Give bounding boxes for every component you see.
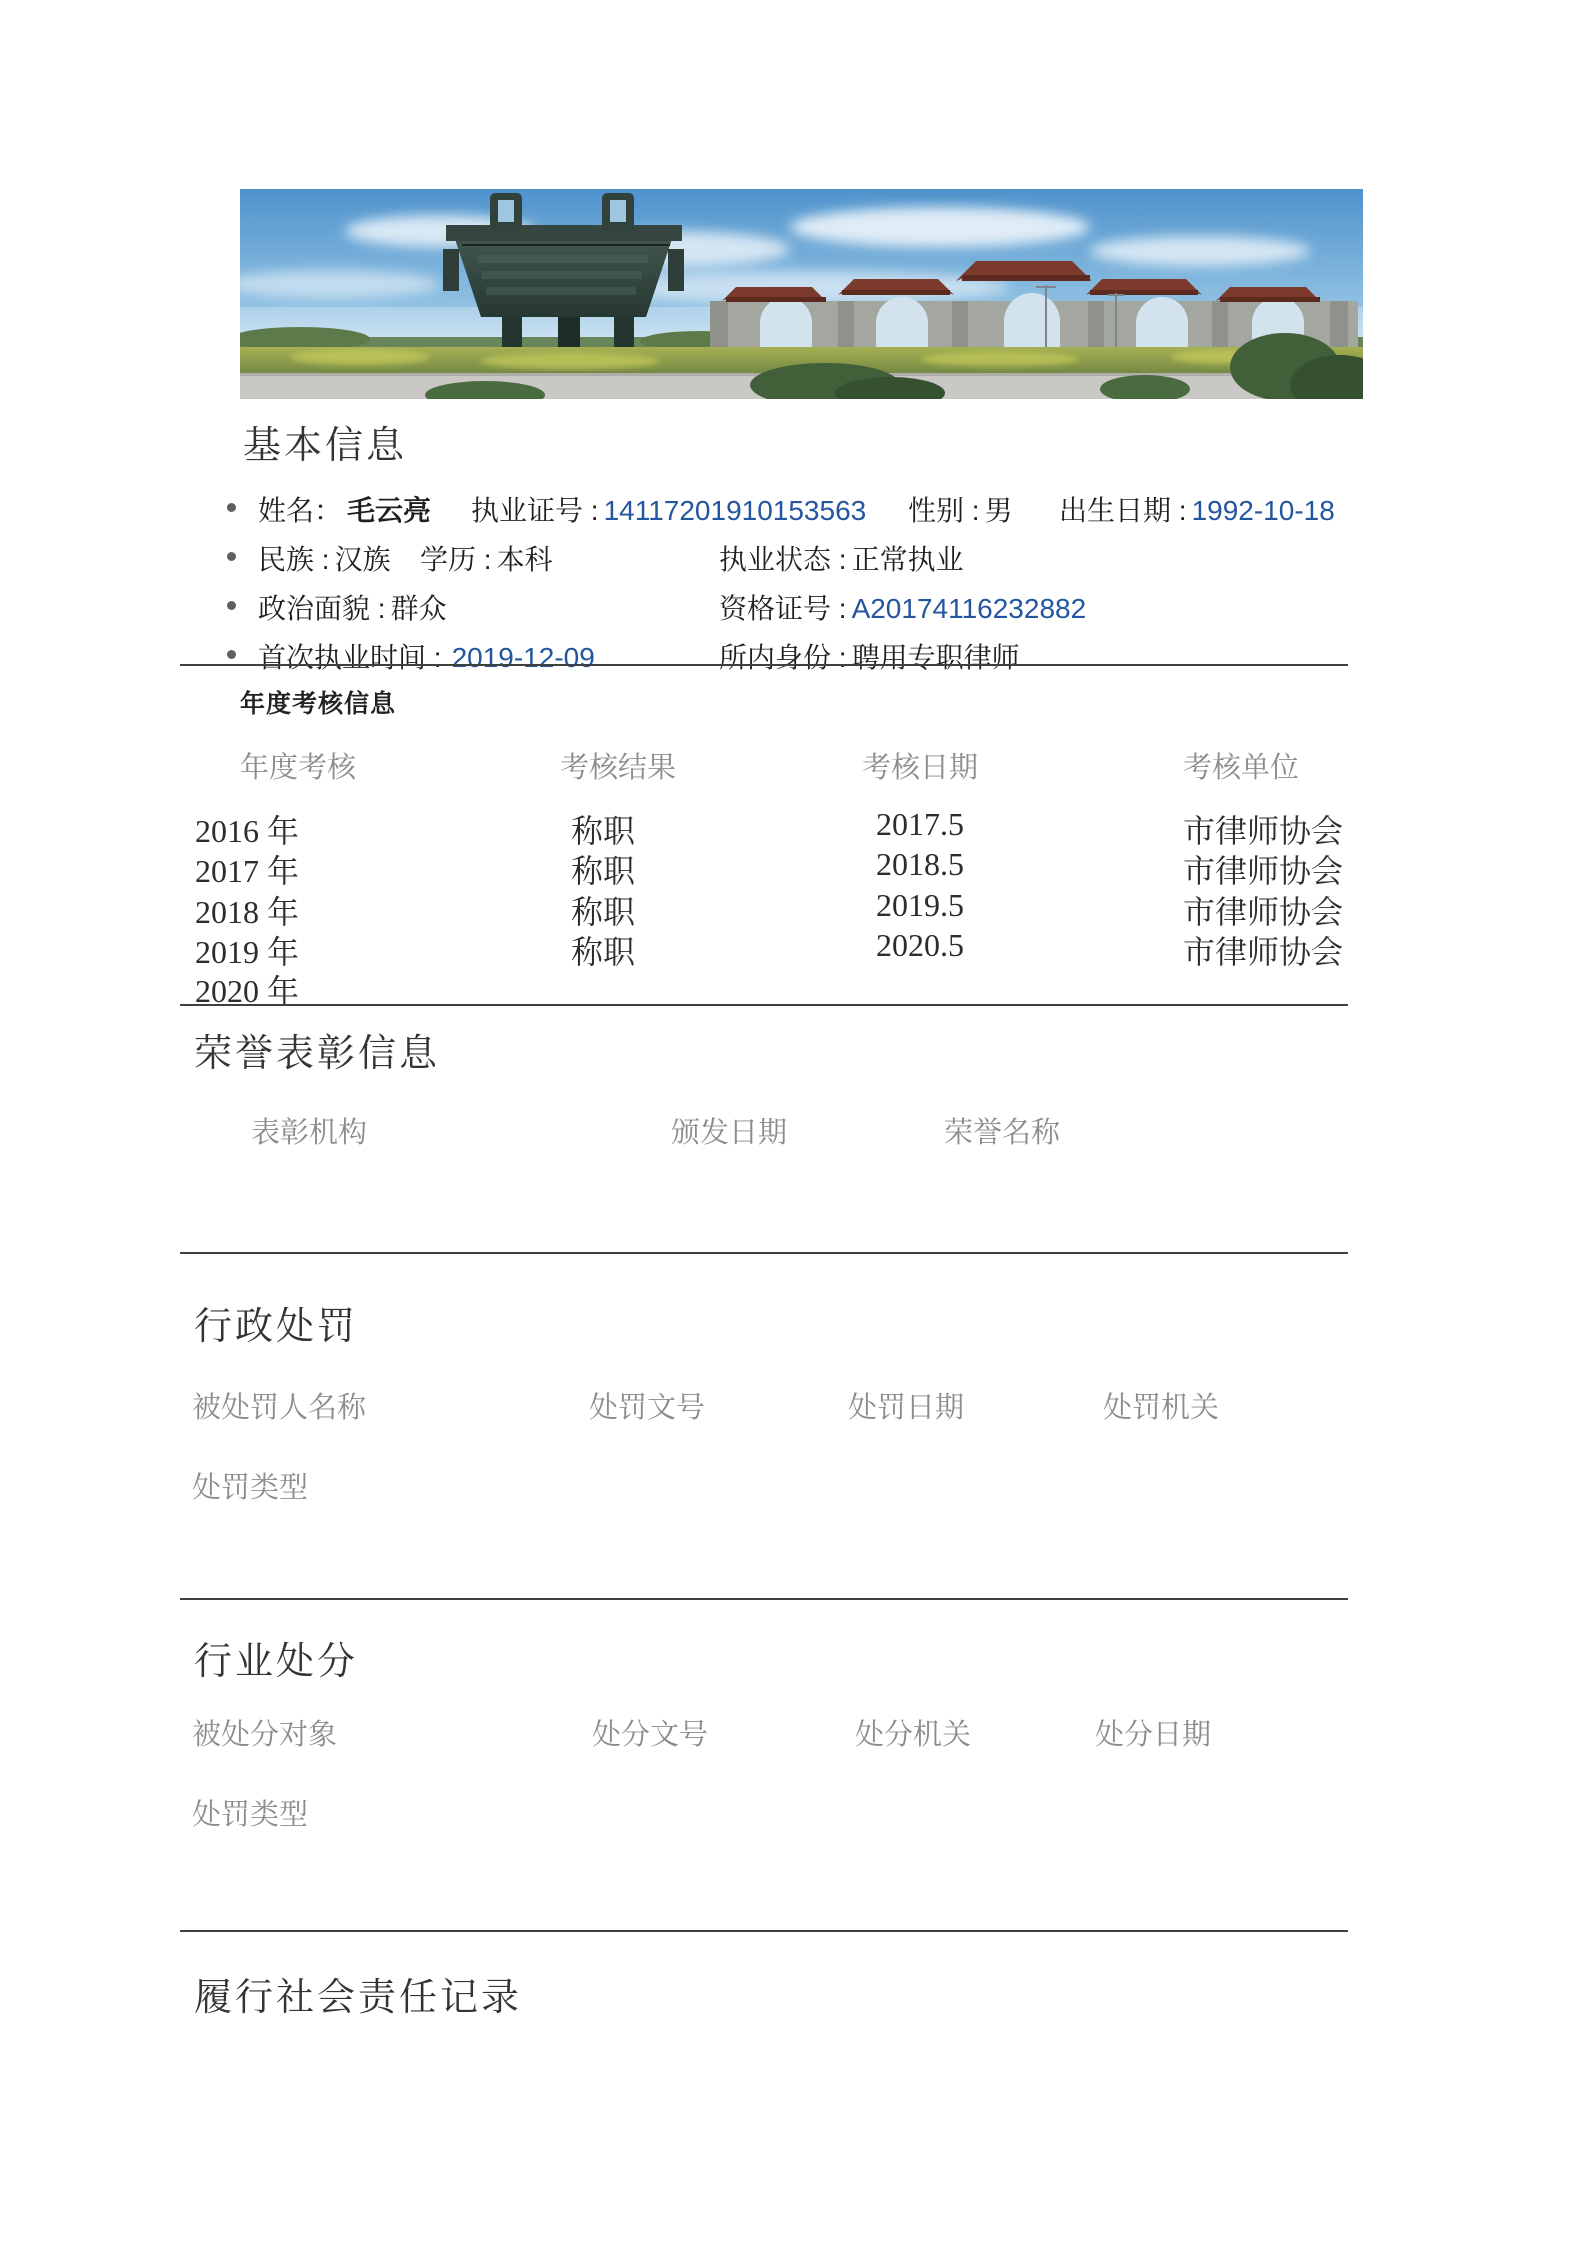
industry-discipline-type-label: 处罚类型 xyxy=(192,1799,309,1831)
banner-photo xyxy=(240,189,1363,399)
honors-header-date: 颁发日期 xyxy=(671,1117,788,1149)
assessment-cell: 2017.5 xyxy=(876,806,964,842)
divider xyxy=(180,1252,1348,1254)
assessment-cell: 市律师协会 xyxy=(1183,853,1344,889)
assessment-cell: 市律师协会 xyxy=(1183,934,1344,970)
bullet-icon xyxy=(227,552,236,561)
assessment-cell: 市律师协会 xyxy=(1183,894,1344,930)
firm-role-field xyxy=(719,636,1020,676)
gender-field xyxy=(908,489,1013,529)
first-practice-label: 首次执业时间 : xyxy=(258,642,442,673)
assessment-cell: 2019.5 xyxy=(876,887,964,923)
divider xyxy=(180,1004,1348,1006)
assessment-cell: 2018.5 xyxy=(876,846,964,882)
basic-info-row-1 xyxy=(0,489,1587,531)
assessment-cell: 2016 年 xyxy=(195,813,300,849)
industry-discipline-section-title: 行业处分 xyxy=(194,1641,359,1683)
assessment-cell: 称职 xyxy=(571,894,636,930)
bullet-icon xyxy=(227,601,236,610)
assessment-cell: 2020 年 xyxy=(195,973,300,1009)
name-label: 姓名： xyxy=(258,495,343,526)
admin-penalty-header-docno: 处罚文号 xyxy=(589,1392,706,1424)
basic-info-row-2 xyxy=(0,538,1587,580)
first-practice-field xyxy=(258,636,595,676)
education-field xyxy=(420,538,553,578)
admin-penalty-header-person: 被处罚人名称 xyxy=(192,1392,367,1424)
industry-discipline-header-agency: 处分机关 xyxy=(855,1719,972,1751)
assessment-header-result: 考核结果 xyxy=(560,752,677,784)
birth-value: 1992-10-18 xyxy=(1191,495,1335,526)
industry-discipline-header-target: 被处分对象 xyxy=(192,1719,338,1751)
education-label: 学历 : xyxy=(420,544,492,575)
admin-penalty-type-label: 处罚类型 xyxy=(192,1472,309,1504)
practice-status-field xyxy=(719,538,964,578)
banner-photo-art xyxy=(240,189,1363,399)
assessment-cell: 市律师协会 xyxy=(1183,813,1344,849)
license-field xyxy=(471,489,866,529)
license-label: 执业证号 : xyxy=(471,495,599,526)
bullet-icon xyxy=(227,503,236,512)
name-field xyxy=(258,489,431,529)
industry-discipline-header-docno: 处分文号 xyxy=(592,1719,709,1751)
first-practice-value: 2019-12-09 xyxy=(451,642,595,673)
assessment-title: 年度考核信息 xyxy=(240,691,397,718)
practice-status-value: 正常执业 xyxy=(851,544,964,575)
assessment-cell: 2017 年 xyxy=(195,853,300,889)
basic-info-row-3 xyxy=(0,587,1587,629)
political-value: 群众 xyxy=(390,593,447,624)
firm-role-value: 聘用专职律师 xyxy=(851,642,1020,673)
basic-info-title: 基本信息 xyxy=(243,425,408,467)
assessment-cell: 称职 xyxy=(571,813,636,849)
assessment-cell: 称职 xyxy=(571,853,636,889)
honors-header-agency: 表彰机构 xyxy=(251,1117,368,1149)
honors-header-name: 荣誉名称 xyxy=(944,1117,1061,1149)
birth-label: 出生日期 : xyxy=(1059,495,1187,526)
assessment-cell: 2018 年 xyxy=(195,894,300,930)
divider xyxy=(180,664,1348,666)
assessment-header-date: 考核日期 xyxy=(862,752,979,784)
assessment-cell: 称职 xyxy=(571,934,636,970)
industry-discipline-header-date: 处分日期 xyxy=(1095,1719,1212,1751)
assessment-header-year: 年度考核 xyxy=(240,752,357,784)
assessment-header-org: 考核单位 xyxy=(1183,752,1300,784)
ding-relief xyxy=(478,255,648,295)
gender-value: 男 xyxy=(984,495,1013,526)
birth-field xyxy=(1059,489,1335,529)
assessment-cell: 2020.5 xyxy=(876,927,964,963)
license-value: 14117201910153563 xyxy=(603,495,867,526)
education-value: 本科 xyxy=(496,544,553,575)
social-responsibility-section-title: 履行社会责任记录 xyxy=(194,1977,523,2019)
ethnic-field xyxy=(258,538,391,578)
admin-penalty-header-date: 处罚日期 xyxy=(848,1392,965,1424)
political-label: 政治面貌 : xyxy=(258,593,386,624)
ethnic-value: 汉族 xyxy=(334,544,391,575)
bullet-icon xyxy=(227,650,236,659)
gender-label: 性别 : xyxy=(908,495,980,526)
name-value: 毛云亮 xyxy=(347,495,432,526)
divider xyxy=(180,1930,1348,1932)
assessment-cell: 2019 年 xyxy=(195,934,300,970)
political-field xyxy=(258,587,447,627)
divider xyxy=(180,1598,1348,1600)
admin-penalty-header-agency: 处罚机关 xyxy=(1103,1392,1220,1424)
basic-info-row-4 xyxy=(0,636,1587,678)
ethnic-label: 民族 : xyxy=(258,544,330,575)
admin-penalty-section-title: 行政处罚 xyxy=(194,1306,359,1348)
qualification-label: 资格证号 : xyxy=(719,593,847,624)
qualification-field xyxy=(719,587,1086,627)
practice-status-label: 执业状态 : xyxy=(719,544,847,575)
honors-section-title: 荣誉表彰信息 xyxy=(194,1033,441,1075)
firm-role-label: 所内身份 : xyxy=(719,642,847,673)
qualification-value: A20174116232882 xyxy=(851,593,1087,624)
